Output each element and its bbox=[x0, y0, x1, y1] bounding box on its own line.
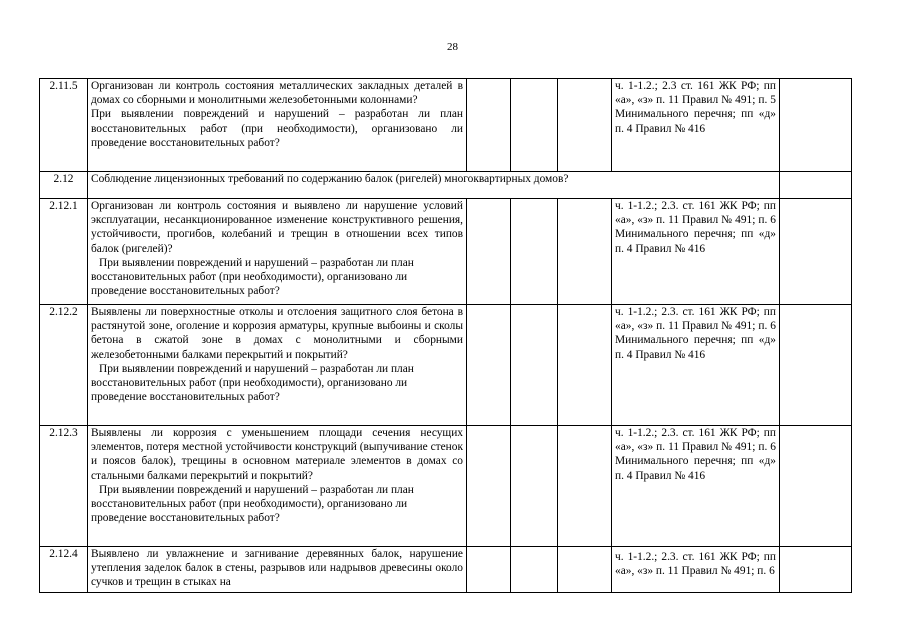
answer-na-cell[interactable] bbox=[558, 79, 612, 172]
item-number: 2.12.1 bbox=[40, 199, 88, 305]
answer-yes-cell[interactable] bbox=[467, 426, 511, 547]
legal-reference: ч. 1-1.2.; 2.3. ст. 161 ЖК РФ; пп «а», «з» п. 11 Правил № 491; п. 6 Минимального перечня; пп «д» п. 4 Правил № 416 bbox=[612, 199, 780, 305]
table-row bbox=[40, 426, 852, 547]
answer-yes-cell[interactable] bbox=[467, 547, 511, 593]
question-cell bbox=[88, 199, 467, 305]
question-cell bbox=[88, 79, 467, 172]
table-row bbox=[40, 79, 852, 172]
question-text: Выявлены ли поверхностные отколы и отслоения защитного слоя бетона в растянутой зоне, оголение и коррозия арматуры, крупные выбоины и сколы бетона в сжатой зоне в домах с монолитными и сборными железобетонными балками перекрытий и покрытий? bbox=[91, 306, 463, 361]
item-number: 2.12.2 bbox=[40, 305, 88, 426]
item-number: 2.11.5 bbox=[40, 79, 88, 172]
answer-no-cell[interactable] bbox=[511, 547, 558, 593]
question-cell bbox=[88, 547, 467, 593]
answer-no-cell[interactable] bbox=[511, 426, 558, 547]
notes-cell[interactable] bbox=[780, 305, 852, 426]
table-row bbox=[40, 547, 852, 593]
section-row bbox=[40, 172, 852, 199]
question-text: Выявлены ли коррозия с уменьшением площади сечения несущих элементов, потеря местной устойчивости конструкций (выпучивание стенок и поясов балок), трещины в основном материале элементов в домах со стальными балками перекрытий и покрытий? bbox=[91, 427, 463, 482]
table-row bbox=[40, 305, 852, 426]
remediation-text: При выявлении повреждений и нарушений – разработан ли план восстановительных работ (при необходимости), организовано ли проведение восстановительных работ? bbox=[91, 256, 414, 298]
notes-cell[interactable] bbox=[780, 426, 852, 547]
section-number: 2.12 bbox=[40, 172, 88, 199]
answer-na-cell[interactable] bbox=[558, 199, 612, 305]
answer-na-cell[interactable] bbox=[558, 547, 612, 593]
legal-reference: ч. 1-1.2.; 2.3. ст. 161 ЖК РФ; пп «а», «з» п. 11 Правил № 491; п. 6 Минимального перечня; пп «д» п. 4 Правил № 416 bbox=[612, 426, 780, 547]
page-number: 28 bbox=[447, 41, 458, 53]
question-text: Выявлено ли увлажнение и загнивание деревянных балок, нарушение утепления заделок балок в стены, разрывов или надрывов древесины около сучков и трещин в стыках на bbox=[91, 548, 463, 589]
item-number: 2.12.3 bbox=[40, 426, 88, 547]
legal-reference: ч. 1-1.2.; 2.3 ст. 161 ЖК РФ; пп «а», «з» п. 11 Правил № 491; п. 5 Минимального перечня; пп «д» п. 4 Правил № 416 bbox=[612, 79, 780, 172]
notes-cell[interactable] bbox=[780, 172, 852, 199]
legal-reference: ч. 1-1.2.; 2.3. ст. 161 ЖК РФ; пп «а», «з» п. 11 Правил № 491; п. 6 Минимального перечня; пп «д» п. 4 Правил № 416 bbox=[612, 305, 780, 426]
remediation-text: При выявлении повреждений и нарушений – разработан ли план восстановительных работ (при необходимости), организовано ли проведение восстановительных работ? bbox=[91, 108, 463, 149]
answer-no-cell[interactable] bbox=[511, 199, 558, 305]
section-title: Соблюдение лицензионных требований по содержанию балок (ригелей) многоквартирных домов? bbox=[88, 172, 780, 199]
answer-no-cell[interactable] bbox=[511, 79, 558, 172]
remediation-text: При выявлении повреждений и нарушений – разработан ли план восстановительных работ (при необходимости), организовано ли проведение восстановительных работ? bbox=[91, 362, 414, 404]
table-row bbox=[40, 199, 852, 305]
answer-yes-cell[interactable] bbox=[467, 199, 511, 305]
legal-reference: ч. 1-1.2.; 2.3. ст. 161 ЖК РФ; пп «а», «з» п. 11 Правил № 491; п. 6 bbox=[612, 547, 780, 593]
checklist-table bbox=[39, 78, 852, 593]
question-text: Организован ли контроль состояния и выявлено ли нарушение условий эксплуатации, несанкционированное изменение конструктивного решения, устойчивости, прогибов, колебаний и трещин в отношении всех типов балок (ригелей)? bbox=[91, 200, 463, 255]
answer-na-cell[interactable] bbox=[558, 426, 612, 547]
remediation-text: При выявлении повреждений и нарушений – разработан ли план восстановительных работ (при необходимости), организовано ли проведение восстановительных работ? bbox=[91, 483, 414, 525]
notes-cell[interactable] bbox=[780, 199, 852, 305]
notes-cell[interactable] bbox=[780, 547, 852, 593]
answer-yes-cell[interactable] bbox=[467, 305, 511, 426]
answer-yes-cell[interactable] bbox=[467, 79, 511, 172]
answer-no-cell[interactable] bbox=[511, 305, 558, 426]
question-text: Организован ли контроль состояния металлических закладных деталей в домах со сборными и монолитными железобетонными колоннами? bbox=[91, 80, 463, 107]
notes-cell[interactable] bbox=[780, 79, 852, 172]
answer-na-cell[interactable] bbox=[558, 305, 612, 426]
item-number: 2.12.4 bbox=[40, 547, 88, 593]
question-cell bbox=[88, 305, 467, 426]
question-cell bbox=[88, 426, 467, 547]
